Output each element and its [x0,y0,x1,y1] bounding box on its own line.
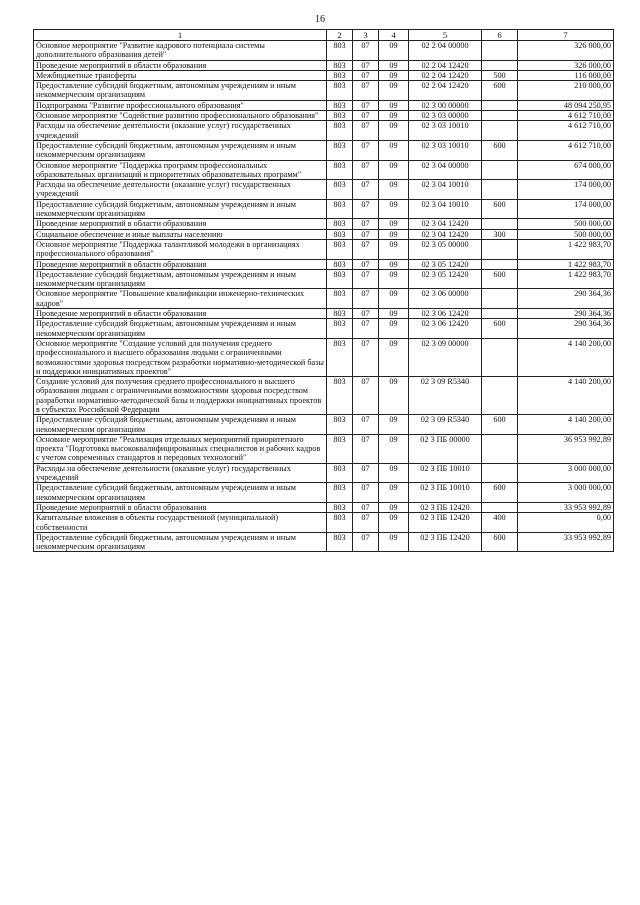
row-ved-cell: 803 [327,140,353,160]
row-section-cell: 07 [353,199,379,219]
row-target-article-cell: 02 3 03 00000 [409,111,482,121]
row-target-article-cell: 02 3 09 00000 [409,338,482,376]
row-section-cell: 07 [353,100,379,110]
row-ved-cell: 803 [327,434,353,463]
row-expense-type-cell: 600 [482,140,518,160]
row-target-article-cell: 02 3 ПБ 00000 [409,434,482,463]
row-target-article-cell: 02 3 03 10010 [409,140,482,160]
row-subsection-cell: 09 [379,338,409,376]
row-sum-cell: 174 000,00 [518,199,614,219]
row-expense-type-cell [482,434,518,463]
table-row [34,60,614,70]
row-expense-type-cell [482,180,518,200]
row-name-cell: Предоставление субсидий бюджетным, автономным учреждениям и иным некоммерческим организациям [34,483,327,503]
row-expense-type-cell [482,111,518,121]
row-section-cell: 07 [353,502,379,512]
table-row [34,532,614,552]
row-name-cell: Предоставление субсидий бюджетным, автономным учреждениям и иным некоммерческим организациям [34,81,327,101]
row-section-cell: 07 [353,513,379,533]
row-target-article-cell: 02 3 06 12420 [409,319,482,339]
row-sum-cell: 4 140 200,00 [518,415,614,435]
row-target-article-cell: 02 3 06 12420 [409,309,482,319]
table-row [34,199,614,219]
row-subsection-cell: 09 [379,483,409,503]
row-target-article-cell: 02 2 04 00000 [409,41,482,61]
table-row [34,502,614,512]
row-ved-cell: 803 [327,70,353,80]
row-section-cell: 07 [353,111,379,121]
row-sum-cell: 36 953 992,89 [518,434,614,463]
column-header: 6 [482,30,518,41]
row-subsection-cell: 09 [379,434,409,463]
row-section-cell: 07 [353,60,379,70]
row-name-cell: Предоставление субсидий бюджетным, автономным учреждениям и иным некоммерческим организациям [34,269,327,289]
table-row [34,81,614,101]
row-expense-type-cell [482,160,518,180]
row-target-article-cell: 02 2 04 12420 [409,70,482,80]
row-target-article-cell: 02 3 ПБ 10010 [409,463,482,483]
row-subsection-cell: 09 [379,81,409,101]
table-row [34,41,614,61]
row-section-cell: 07 [353,377,379,415]
table-row [34,100,614,110]
table-row [34,70,614,80]
row-ved-cell: 803 [327,532,353,552]
row-ved-cell: 803 [327,199,353,219]
row-target-article-cell: 02 3 05 12420 [409,259,482,269]
row-expense-type-cell: 600 [482,483,518,503]
table-row [34,415,614,435]
table-row [34,121,614,141]
table-row [34,111,614,121]
row-target-article-cell: 02 3 05 12420 [409,269,482,289]
row-name-cell: Проведение мероприятий в области образования [34,502,327,512]
column-header: 7 [518,30,614,41]
table-body [34,30,614,552]
row-subsection-cell: 09 [379,180,409,200]
row-section-cell: 07 [353,309,379,319]
row-target-article-cell: 02 3 04 10010 [409,199,482,219]
row-expense-type-cell: 600 [482,415,518,435]
row-section-cell: 07 [353,338,379,376]
row-expense-type-cell [482,239,518,259]
row-expense-type-cell: 300 [482,229,518,239]
row-sum-cell: 674 000,00 [518,160,614,180]
row-name-cell: Подпрограмма "Развитие профессионального образования" [34,100,327,110]
column-header: 1 [34,30,327,41]
row-name-cell: Предоставление субсидий бюджетным, автономным учреждениям и иным некоммерческим организациям [34,319,327,339]
table-row [34,377,614,415]
table-row [34,319,614,339]
row-sum-cell: 4 612 710,00 [518,121,614,141]
row-ved-cell: 803 [327,121,353,141]
row-section-cell: 07 [353,289,379,309]
row-subsection-cell: 09 [379,289,409,309]
row-sum-cell: 290 364,36 [518,319,614,339]
row-name-cell: Проведение мероприятий в области образования [34,219,327,229]
row-subsection-cell: 09 [379,319,409,339]
row-subsection-cell: 09 [379,513,409,533]
row-target-article-cell: 02 3 04 12420 [409,219,482,229]
table-row [34,160,614,180]
row-subsection-cell: 09 [379,377,409,415]
row-target-article-cell: 02 3 ПБ 10010 [409,483,482,503]
row-sum-cell: 210 000,00 [518,81,614,101]
row-expense-type-cell [482,41,518,61]
row-expense-type-cell [482,121,518,141]
row-name-cell: Проведение мероприятий в области образования [34,259,327,269]
row-expense-type-cell: 600 [482,532,518,552]
row-name-cell: Основное мероприятие "Создание условий для получения среднего профессионального и высшего образования людьми с ограниченными возможностями здоровья посредством разработки нормативно-методической базы и поддержки инициативных проектов" [34,338,327,376]
row-target-article-cell: 02 3 09 R5340 [409,377,482,415]
row-section-cell: 07 [353,121,379,141]
row-sum-cell: 1 422 983,70 [518,269,614,289]
row-target-article-cell: 02 3 09 R5340 [409,415,482,435]
row-sum-cell: 500 000,00 [518,229,614,239]
row-expense-type-cell: 600 [482,319,518,339]
row-subsection-cell: 09 [379,415,409,435]
row-name-cell: Основное мероприятие "Повышение квалификации инженерно-технических кадров" [34,289,327,309]
row-subsection-cell: 09 [379,111,409,121]
table-row [34,180,614,200]
row-section-cell: 07 [353,532,379,552]
row-ved-cell: 803 [327,502,353,512]
row-expense-type-cell [482,309,518,319]
row-ved-cell: 803 [327,180,353,200]
row-target-article-cell: 02 3 04 10010 [409,180,482,200]
table-row [34,239,614,259]
row-subsection-cell: 09 [379,100,409,110]
row-subsection-cell: 09 [379,239,409,259]
row-section-cell: 07 [353,160,379,180]
row-name-cell: Капитальные вложения в объекты государственной (муниципальной) собственности [34,513,327,533]
row-subsection-cell: 09 [379,229,409,239]
row-ved-cell: 803 [327,100,353,110]
row-ved-cell: 803 [327,111,353,121]
row-name-cell: Предоставление субсидий бюджетным, автономным учреждениям и иным некоммерческим организациям [34,532,327,552]
row-section-cell: 07 [353,483,379,503]
row-section-cell: 07 [353,180,379,200]
row-name-cell: Основное мероприятие "Поддержка талантливой молодежи в организациях профессионального образования" [34,239,327,259]
row-sum-cell: 0,00 [518,513,614,533]
row-subsection-cell: 09 [379,60,409,70]
row-subsection-cell: 09 [379,160,409,180]
row-section-cell: 07 [353,434,379,463]
row-sum-cell: 116 000,00 [518,70,614,80]
column-header: 5 [409,30,482,41]
budget-table [33,29,614,552]
row-sum-cell: 33 953 992,89 [518,502,614,512]
row-ved-cell: 803 [327,41,353,61]
row-section-cell: 07 [353,70,379,80]
row-sum-cell: 1 422 983,70 [518,259,614,269]
row-name-cell: Предоставление субсидий бюджетным, автономным учреждениям и иным некоммерческим организациям [34,415,327,435]
row-name-cell: Расходы на обеспечение деятельности (оказание услуг) государственных учреждений [34,121,327,141]
row-expense-type-cell: 500 [482,70,518,80]
row-ved-cell: 803 [327,239,353,259]
row-expense-type-cell [482,60,518,70]
table-row [34,269,614,289]
row-subsection-cell: 09 [379,41,409,61]
row-name-cell: Предоставление субсидий бюджетным, автономным учреждениям и иным некоммерческим организациям [34,199,327,219]
row-ved-cell: 803 [327,338,353,376]
row-expense-type-cell [482,338,518,376]
row-expense-type-cell [482,502,518,512]
table-row [34,483,614,503]
row-section-cell: 07 [353,259,379,269]
row-ved-cell: 803 [327,60,353,70]
row-ved-cell: 803 [327,463,353,483]
row-expense-type-cell: 600 [482,269,518,289]
table-row [34,434,614,463]
table-row [34,513,614,533]
row-subsection-cell: 09 [379,70,409,80]
table-row [34,309,614,319]
row-subsection-cell: 09 [379,502,409,512]
column-header: 4 [379,30,409,41]
row-sum-cell: 4 612 710,00 [518,111,614,121]
row-ved-cell: 803 [327,160,353,180]
table-row [34,463,614,483]
row-sum-cell: 33 953 992,89 [518,532,614,552]
row-ved-cell: 803 [327,289,353,309]
row-sum-cell: 290 364,36 [518,309,614,319]
row-section-cell: 07 [353,239,379,259]
row-target-article-cell: 02 3 06 00000 [409,289,482,309]
row-subsection-cell: 09 [379,219,409,229]
row-subsection-cell: 09 [379,259,409,269]
row-ved-cell: 803 [327,81,353,101]
row-expense-type-cell: 400 [482,513,518,533]
row-sum-cell: 500 000,00 [518,219,614,229]
row-target-article-cell: 02 3 ПБ 12420 [409,502,482,512]
row-subsection-cell: 09 [379,463,409,483]
row-name-cell: Проведение мероприятий в области образования [34,60,327,70]
row-ved-cell: 803 [327,269,353,289]
row-name-cell: Социальное обеспечение и иные выплаты населению [34,229,327,239]
row-target-article-cell: 02 3 03 10010 [409,121,482,141]
row-section-cell: 07 [353,415,379,435]
row-target-article-cell: 02 3 00 00000 [409,100,482,110]
row-expense-type-cell: 600 [482,81,518,101]
table-row [34,229,614,239]
row-section-cell: 07 [353,463,379,483]
row-target-article-cell: 02 3 04 00000 [409,160,482,180]
row-subsection-cell: 09 [379,532,409,552]
row-subsection-cell: 09 [379,199,409,219]
row-subsection-cell: 09 [379,121,409,141]
page-number: 16 [315,14,325,25]
row-name-cell: Расходы на обеспечение деятельности (оказание услуг) государственных учреждений [34,180,327,200]
row-name-cell: Основное мероприятие "Содействие развитию профессионального образования" [34,111,327,121]
row-expense-type-cell [482,377,518,415]
row-section-cell: 07 [353,41,379,61]
row-ved-cell: 803 [327,483,353,503]
row-sum-cell: 290 364,36 [518,289,614,309]
row-ved-cell: 803 [327,415,353,435]
row-sum-cell: 326 000,00 [518,41,614,61]
row-ved-cell: 803 [327,259,353,269]
row-sum-cell: 4 140 200,00 [518,338,614,376]
row-section-cell: 07 [353,81,379,101]
row-expense-type-cell [482,463,518,483]
row-sum-cell: 3 000 000,00 [518,483,614,503]
row-section-cell: 07 [353,269,379,289]
row-ved-cell: 803 [327,219,353,229]
row-section-cell: 07 [353,140,379,160]
row-ved-cell: 803 [327,513,353,533]
row-sum-cell: 326 000,00 [518,60,614,70]
row-sum-cell: 174 000,00 [518,180,614,200]
row-target-article-cell: 02 3 05 00000 [409,239,482,259]
row-name-cell: Основное мероприятие "Поддержка программ профессиональных образовательных организаций и приоритетных образовательных программ" [34,160,327,180]
row-sum-cell: 4 140 200,00 [518,377,614,415]
row-expense-type-cell: 600 [482,199,518,219]
row-name-cell: Основное мероприятие "Развитие кадрового потенциала системы дополнительного образования детей" [34,41,327,61]
row-target-article-cell: 02 3 ПБ 12420 [409,513,482,533]
row-section-cell: 07 [353,219,379,229]
row-name-cell: Предоставление субсидий бюджетным, автономным учреждениям и иным некоммерческим организациям [34,140,327,160]
row-target-article-cell: 02 3 04 12420 [409,229,482,239]
row-subsection-cell: 09 [379,269,409,289]
row-target-article-cell: 02 3 ПБ 12420 [409,532,482,552]
column-header: 2 [327,30,353,41]
table-row [34,219,614,229]
row-name-cell: Основное мероприятие "Реализация отдельных мероприятий приоритетного проекта "Подготовка высококвалифицированных специалистов и рабочих кадров с учетом современных стандартов и передовых технологий" [34,434,327,463]
row-sum-cell: 3 000 000,00 [518,463,614,483]
row-ved-cell: 803 [327,229,353,239]
table-row [34,140,614,160]
row-target-article-cell: 02 2 04 12420 [409,81,482,101]
row-expense-type-cell [482,219,518,229]
row-sum-cell: 1 422 983,70 [518,239,614,259]
row-name-cell: Расходы на обеспечение деятельности (оказание услуг) государственных учреждений [34,463,327,483]
row-sum-cell: 4 612 710,00 [518,140,614,160]
header-row [34,30,614,41]
row-ved-cell: 803 [327,377,353,415]
row-section-cell: 07 [353,229,379,239]
row-subsection-cell: 09 [379,309,409,319]
row-name-cell: Создание условий для получения среднего профессионального и высшего образования людьми с ограниченными возможностями здоровья посредством разработки нормативно-методической базы и поддержки инициативных проектов в субъектах Российской Федерации [34,377,327,415]
row-sum-cell: 48 094 250,95 [518,100,614,110]
row-ved-cell: 803 [327,319,353,339]
row-subsection-cell: 09 [379,140,409,160]
row-name-cell: Межбюджетные трансферты [34,70,327,80]
column-header: 3 [353,30,379,41]
row-name-cell: Проведение мероприятий в области образования [34,309,327,319]
row-expense-type-cell [482,259,518,269]
table-row [34,259,614,269]
table-row [34,338,614,376]
row-ved-cell: 803 [327,309,353,319]
table-row [34,289,614,309]
row-expense-type-cell [482,100,518,110]
row-target-article-cell: 02 2 04 12420 [409,60,482,70]
row-section-cell: 07 [353,319,379,339]
row-expense-type-cell [482,289,518,309]
